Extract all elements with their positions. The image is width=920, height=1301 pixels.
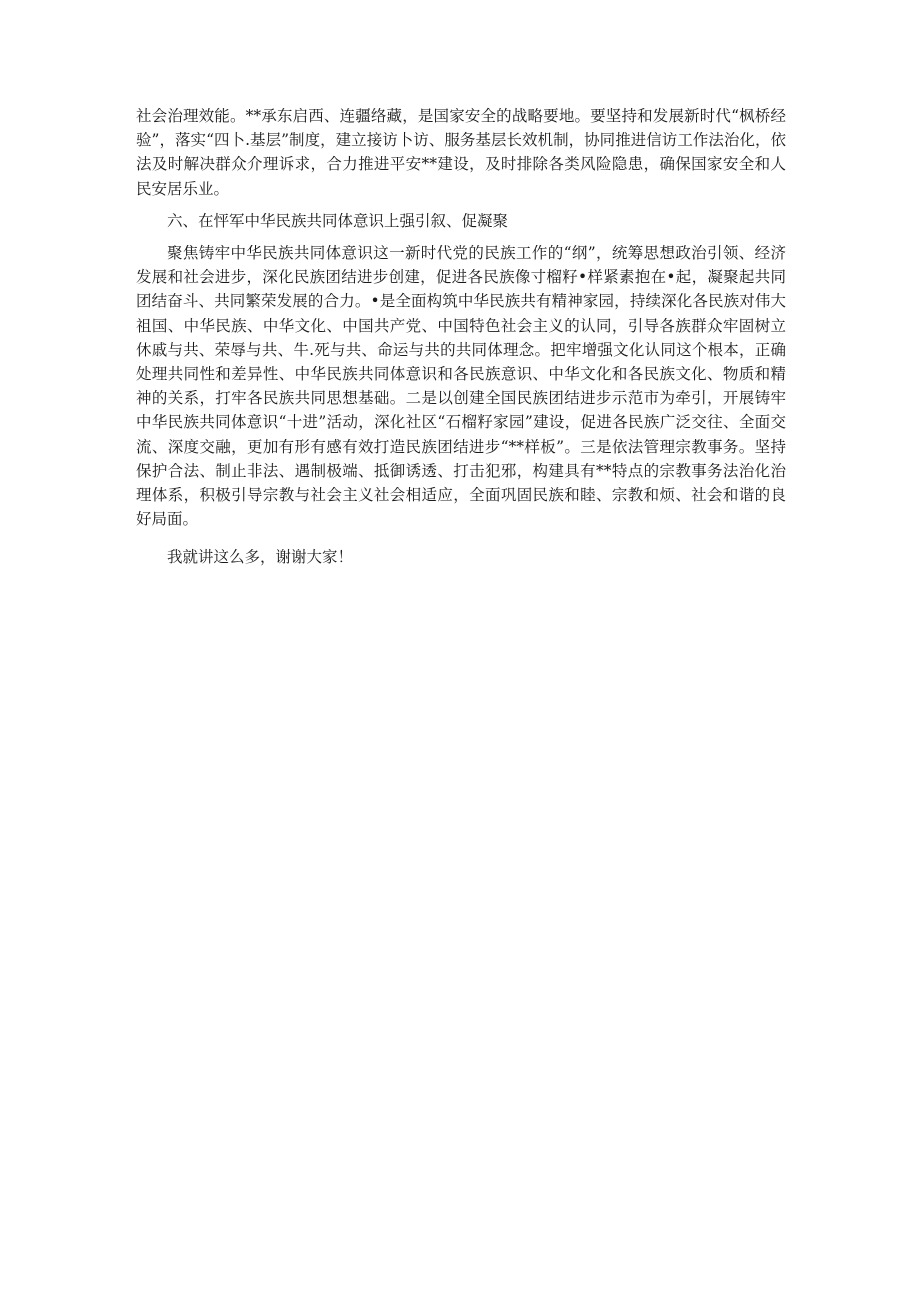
section-heading: 六、在怦军中华民族共同体意识上强引叙、促凝聚: [167, 211, 509, 230]
continuation-paragraph: 社会治理效能。**承东启西、连疆络藏，是国家安全的战略要地。要坚持和发展新时代“枫桥经验”，落实“四卜.基层”制度，建立接访卜访、服务基层长效机制，协同推进信访工作法治化，依法及时解决群众介理诉求，合力推进平安**建设，及时排除各类风险隐患，确保国家安全和人民安居乐业。: [136, 107, 786, 198]
closing-remark: 我就讲这么多，谢谢大家！: [167, 548, 354, 567]
body-paragraph: 聚焦铸牢中华民族共同体意识这一新时代党的民族工作的“纲”，统筹思想政治引领、经济发展和社会进步，深化民族团结进步创建，促进各民族像寸榴籽•样紧素抱在•起，凝聚起共同团结奋斗、共同繁荣发展的合力。•是全面构筑中华民族共有精神家园，持续深化各民族对伟大祖国、中华民族、中华文化、中国共产党、中国特色社会主义的认同，引导各族群众牢固树立休戚与共、荣辱与共、牛.死与共、命运与共的共同体理念。把牢增强文化认同这个根本，正确处理共同性和差异性、中华民族共同体意识和各民族意识、中华文化和各民族文化、物质和精神的关系，打牢各民族共同思想基础。二是以创建全国民族团结进步示范市为牵引，开展铸牢中华民族共同体意识“十进”活动，深化社区“石榴籽家园”建设，促进各民族广泛交往、全面交流、深度交融，更加有形有感有效打造民族团结进步“**样板”。三是依法管理宗教事务。坚持保护合法、制止非法、遇制极端、抵御诱透、打击犯邪，构建具有**特点的宗教事务法治化治理体系，积极引导宗教与社会主义社会相适应，全面巩固民族和睦、宗教和烦、社会和谐的良好局面。: [136, 244, 786, 529]
document-body: [136, 104, 786, 570]
